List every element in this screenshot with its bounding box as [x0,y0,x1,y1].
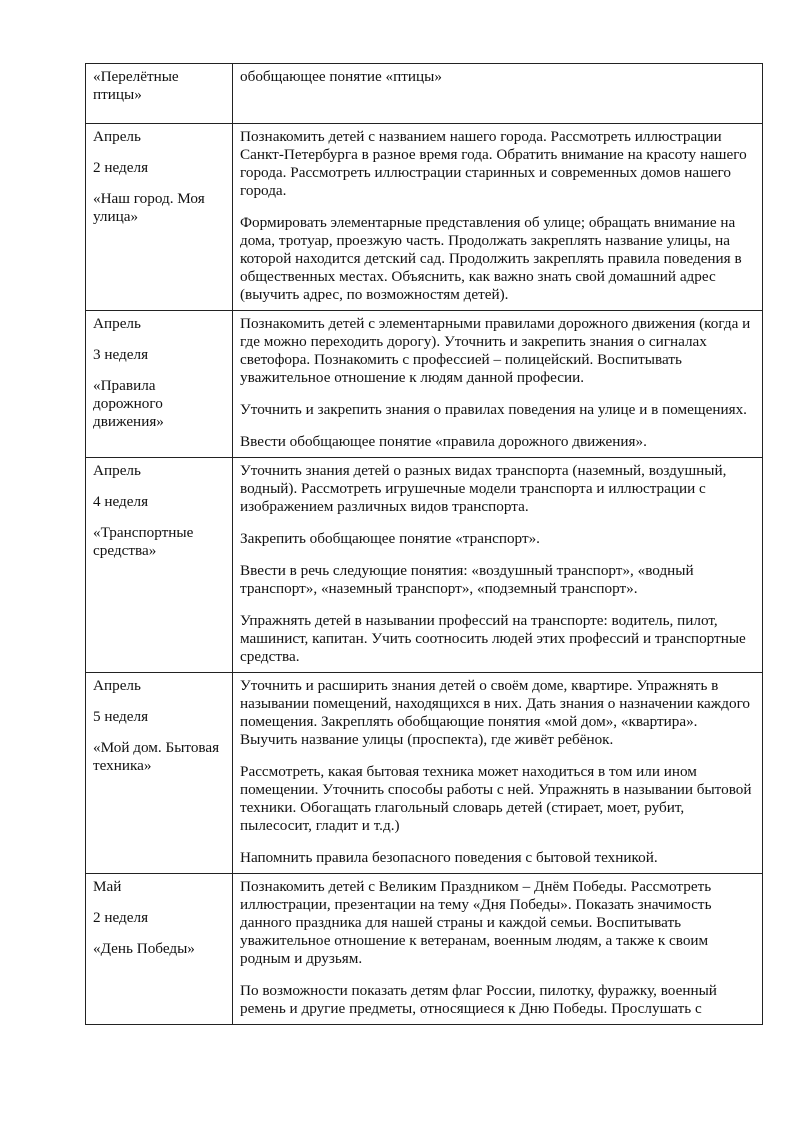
content-paragraph: Ввести в речь следующие понятия: «воздушный транспорт», «водный транспорт», «наземный транспорт», «подземный транспорт». [240,562,694,597]
content-paragraph: Формировать элементарные представления об улице; обращать внимание на дома, тротуар, проезжую часть. Продолжать закреплять название улицы, на которой находится детский сад. Продолжить закреплять правила поведения в общественных местах. Объяснить, как важно знать свой домашний адрес (выучить адрес, по возможностям детей). [240,214,742,303]
month-label: Апрель [93,315,141,332]
content-paragraph: По возможности показать детям флаг России, пилотку, фуражку, военный ремень и другие предметы, относящиеся к Дню Победы. Прослушать с [240,982,717,1017]
content-cell [233,874,763,1025]
topic-title: «День Победы» [93,940,195,957]
content-cell [233,124,763,311]
week-label: 3 неделя [93,346,149,363]
content-paragraph: Ввести обобщающее понятие «правила дорожного движения». [240,433,647,450]
table-row [86,311,763,458]
content-paragraph: Рассмотреть, какая бытовая техника может находиться в том или ином помещении. Уточнить способы работы с ней. Упражнять в назывании бытовой техники. Обогащать глагольный словарь детей (стирает, моет, рубит, пылесосит, гладит и т.д.) [240,763,752,834]
content-cell [233,311,763,458]
content-cell [233,64,763,124]
content-paragraph: Познакомить детей с элементарными правилами дорожного движения (когда и где можно переходить дорогу). Уточнить и закрепить знания о сигналах светофора. Познакомить с профессией – полицейский. Воспитывать уважительное отношение к людям данной професии. [240,315,751,386]
week-label: 2 неделя [93,159,149,176]
content-paragraph: Упражнять детей в назывании профессий на транспорте: водитель, пилот, машинист, капитан. Учить соотносить людей этих профессий и транспортные средства. [240,612,746,665]
period-cell [86,874,233,1025]
week-label: 4 неделя [93,493,149,510]
content-paragraph: Уточнить и расширить знания детей о своём доме, квартире. Упражнять в назывании помещений, находящихся в них. Дать знания о назначении каждого помещения. Закреплять обобщающие понятия «мой дом», «квартира». Выучить название улицы (проспекта), где живёт ребёнок. [240,677,751,748]
table-row [86,673,763,874]
week-label: 2 неделя [93,909,149,926]
content-paragraph: обобщающее понятие «птицы» [240,68,442,85]
content-paragraph: Уточнить и закрепить знания о правилах поведения на улице и в помещениях. [240,401,747,418]
topic-title: «Транспортные средства» [93,524,194,559]
month-label: Апрель [93,128,141,145]
month-label: Май [93,878,122,895]
content-cell [233,458,763,673]
content-paragraph: Закрепить обобщающее понятие «транспорт». [240,530,540,547]
topic-title: «Мой дом. Бытовая техника» [93,739,220,774]
content-paragraph: Уточнить знания детей о разных видах транспорта (наземный, воздушный, водный). Рассмотреть игрушечные модели транспорта и иллюстрации с изображением различных видов транспорта. [240,462,727,515]
content-paragraph: Познакомить детей с названием нашего города. Рассмотреть иллюстрации Санкт-Петербурга в разное время года. Обратить внимание на красоту нашего города. Рассмотреть иллюстрации старинных и современных домов нашего города. [240,128,747,199]
content-cell [233,673,763,874]
month-label: Апрель [93,677,141,694]
content-paragraph: Познакомить детей с Великим Праздником – Днём Победы. Рассмотреть иллюстрации, презентации на тему «Дня Победы». Показать значимость данного праздника для нашей страны и каждой семьи. Воспитывать уважительное отношение к ветеранам, военным людям, а также к своим родным и друзьям. [240,878,712,967]
topic-title: «Наш город. Моя улица» [93,190,205,225]
table-body [86,64,763,1025]
period-cell [86,124,233,311]
period-cell [86,311,233,458]
topic-title: «Правила дорожного движения» [93,377,164,430]
table-row [86,124,763,311]
period-cell [86,673,233,874]
period-cell [86,458,233,673]
table-row [86,64,763,124]
topic-title: «Перелётные птицы» [93,68,179,103]
table-row [86,874,763,1025]
week-label: 5 неделя [93,708,149,725]
table-row [86,458,763,673]
lesson-plan-table [85,63,763,1025]
content-paragraph: Напомнить правила безопасного поведения с бытовой техникой. [240,849,658,866]
month-label: Апрель [93,462,141,479]
period-cell [86,64,233,124]
